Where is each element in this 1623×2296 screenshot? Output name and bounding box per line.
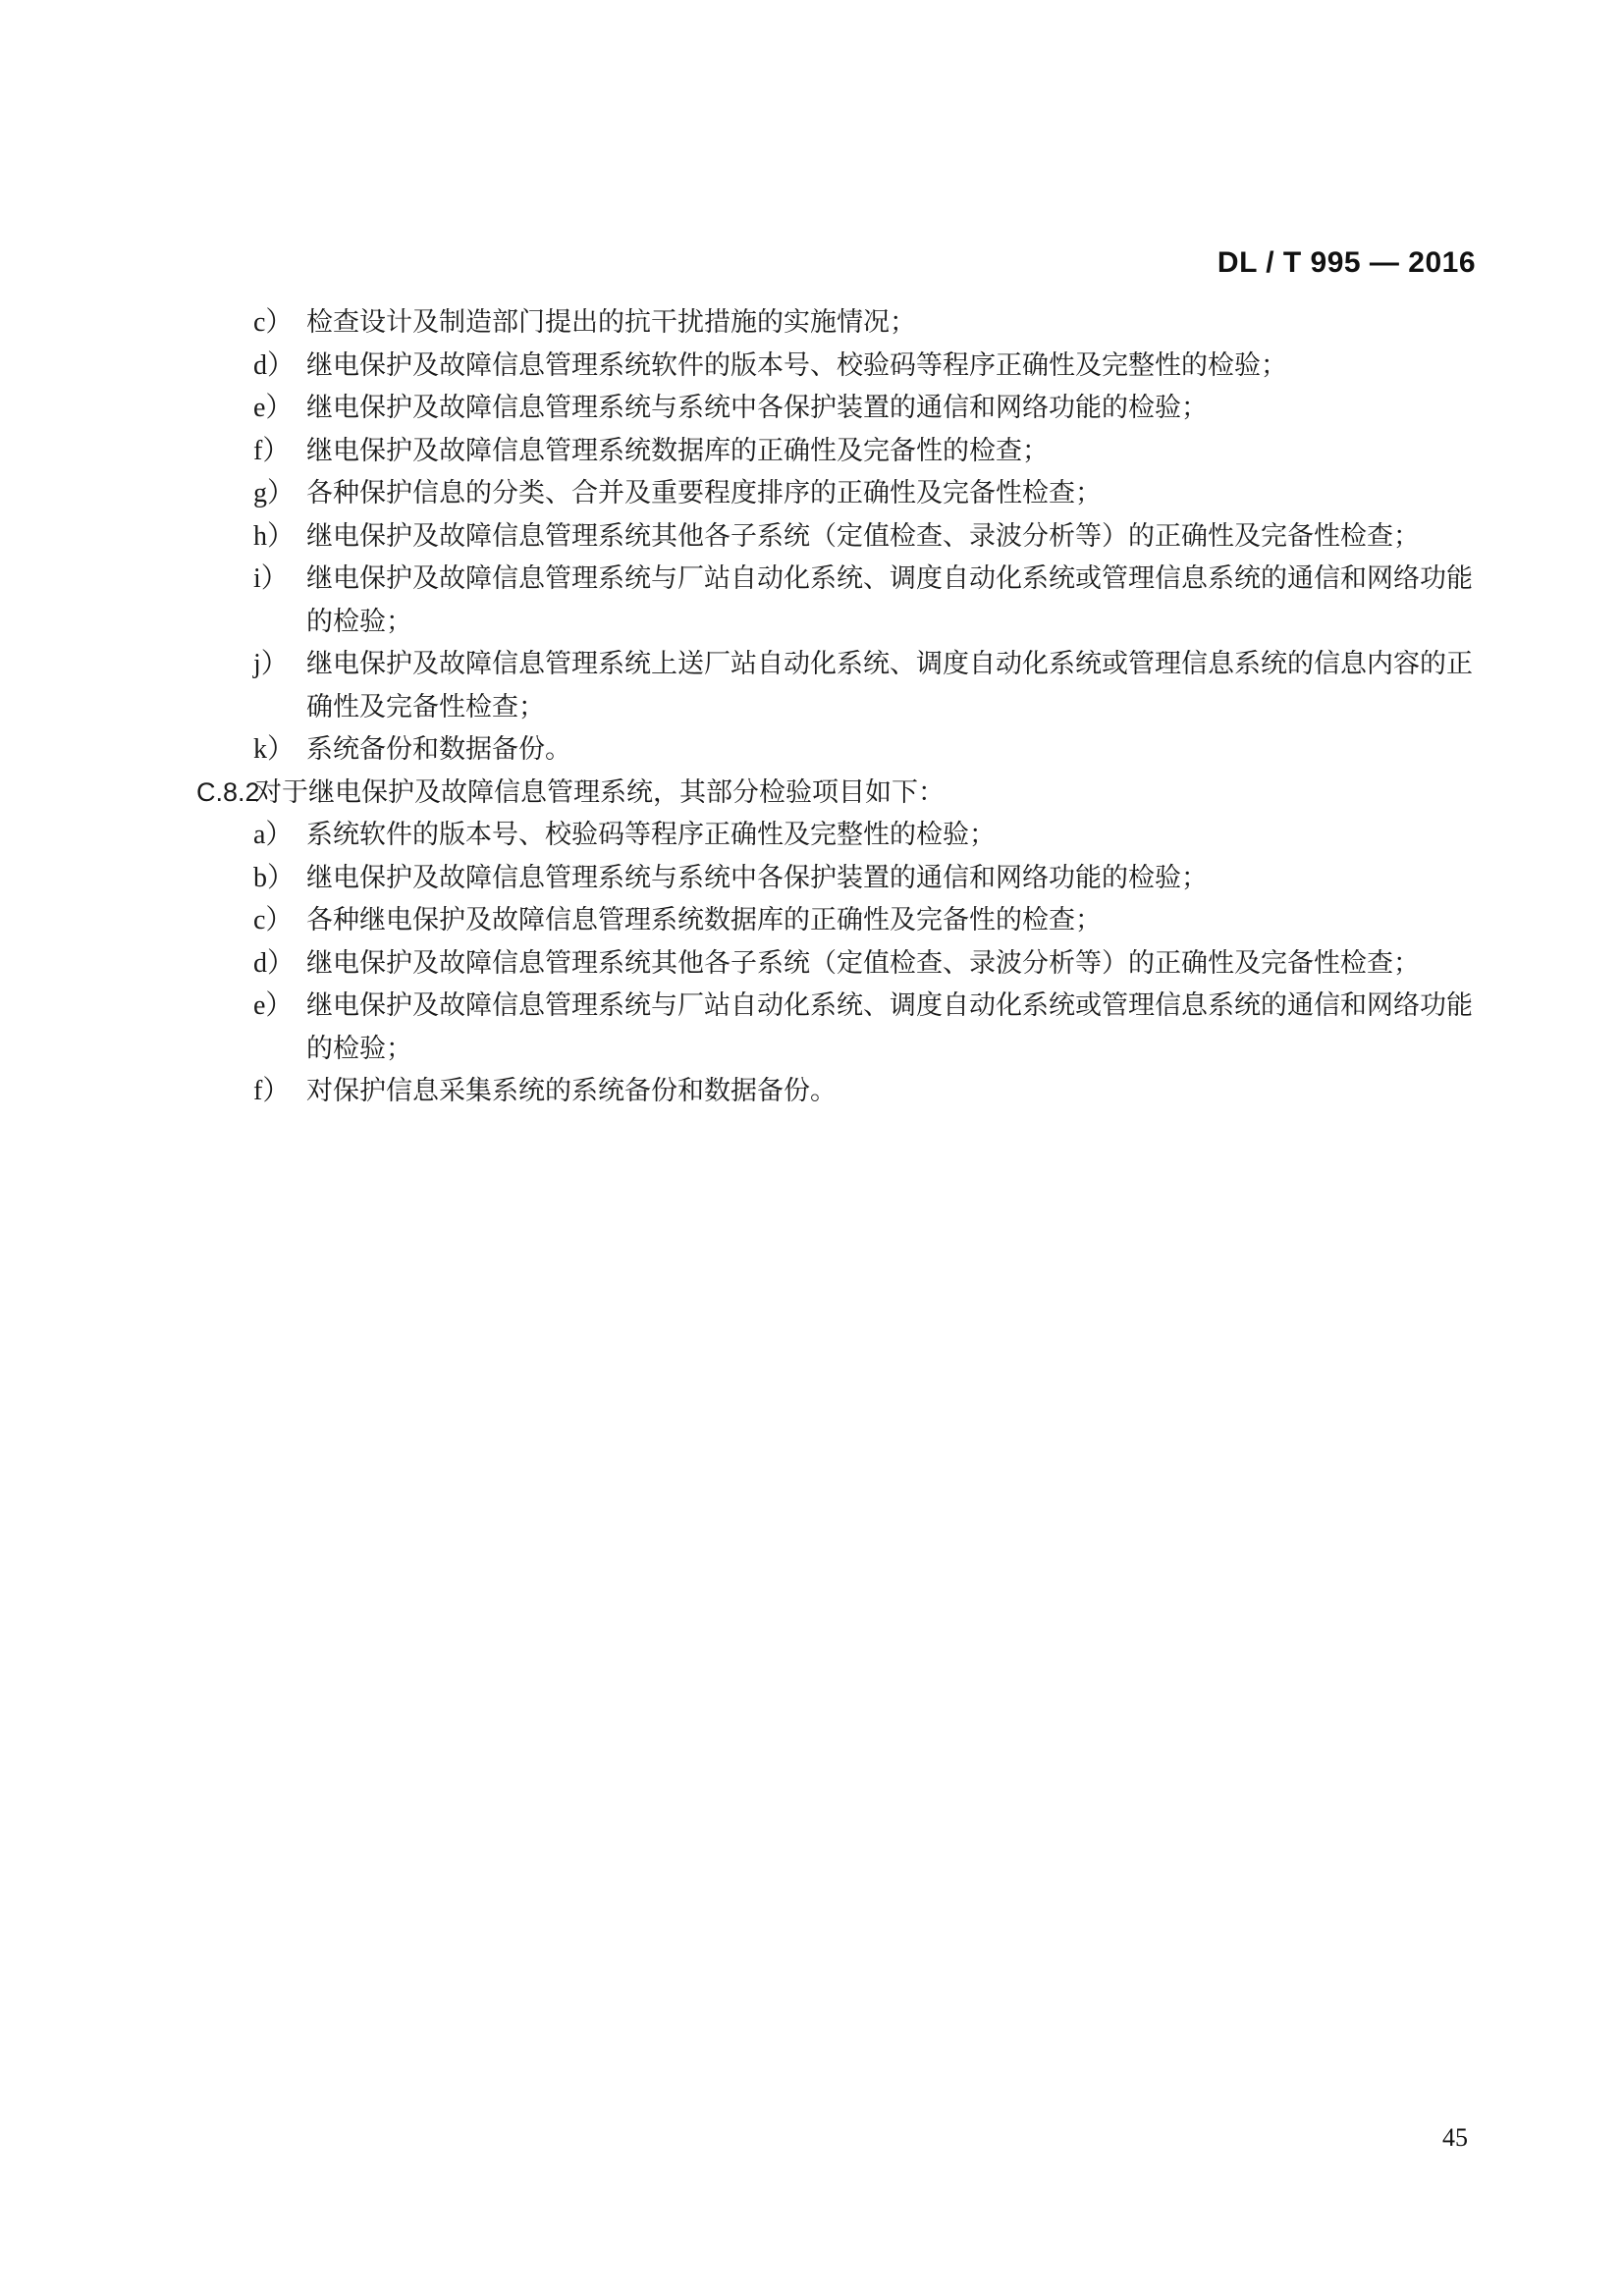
list-item [0, 643, 1483, 728]
item-label: c） [253, 905, 294, 935]
item-text: 各种继电保护及故障信息管理系统数据库的正确性及完备性的检查； [306, 905, 1102, 935]
item-label: f） [253, 1076, 291, 1106]
item-label: e） [253, 393, 294, 423]
item-text: 继电保护及故障信息管理系统与厂站自动化系统、调度自动化系统或管理信息系统的通信和网络功能的检验； [306, 563, 1473, 637]
list-item [0, 814, 1483, 857]
list-item [0, 515, 1483, 559]
partial-check-items-list [0, 814, 1623, 1113]
item-label: b） [253, 862, 296, 893]
item-text: 继电保护及故障信息管理系统其他各子系统（定值检查、录波分析等）的正确性及完备性检查； [306, 520, 1420, 552]
item-text: 继电保护及故障信息管理系统与系统中各保护装置的通信和网络功能的检验； [306, 862, 1208, 893]
list-item [0, 430, 1483, 473]
list-item [0, 985, 1483, 1070]
item-label: i） [253, 563, 289, 594]
item-label: g） [253, 478, 296, 508]
item-label: k） [253, 734, 296, 765]
item-text: 检查设计及制造部门提出的抗干扰措施的实施情况； [306, 307, 916, 338]
item-text: 继电保护及故障信息管理系统其他各子系统（定值检查、录波分析等）的正确性及完备性检查； [306, 947, 1420, 979]
list-item [0, 558, 1483, 643]
item-text: 各种保护信息的分类、合并及重要程度排序的正确性及完备性检查； [306, 478, 1102, 508]
item-text: 继电保护及故障信息管理系统与厂站自动化系统、调度自动化系统或管理信息系统的通信和网络功能的检验； [306, 990, 1473, 1064]
item-label: e） [253, 990, 294, 1021]
list-item [0, 387, 1483, 430]
list-item [0, 899, 1483, 942]
list-item [0, 301, 1483, 345]
item-text: 系统备份和数据备份。 [306, 734, 571, 765]
list-item [0, 942, 1483, 986]
item-text: 继电保护及故障信息管理系统软件的版本号、校验码等程序正确性及完整性的检验； [306, 349, 1287, 381]
item-text: 系统软件的版本号、校验码等程序正确性及完整性的检验； [306, 820, 996, 850]
list-item [0, 472, 1483, 515]
list-item [0, 1070, 1483, 1113]
item-label: c） [253, 307, 294, 338]
item-label: j） [253, 649, 289, 679]
item-label: f） [253, 435, 291, 466]
item-label: a） [253, 820, 294, 850]
list-item [0, 345, 1483, 388]
clause-text: 对于继电保护及故障信息管理系统，其部分检验项目如下： [255, 776, 945, 808]
list-item [0, 857, 1483, 900]
item-text: 继电保护及故障信息管理系统上送厂站自动化系统、调度自动化系统或管理信息系统的信息内容的正确性及完备性检查； [306, 649, 1473, 722]
item-text: 继电保护及故障信息管理系统数据库的正确性及完备性的检查； [306, 435, 1049, 466]
list-item [0, 728, 1483, 772]
clause-number: C.8.2 [196, 776, 260, 807]
check-items-list [0, 301, 1623, 772]
item-label: d） [253, 947, 296, 979]
document-body [0, 301, 1623, 1113]
item-label: d） [253, 349, 296, 381]
item-label: h） [253, 520, 296, 552]
item-text: 对保护信息采集系统的系统备份和数据备份。 [306, 1076, 837, 1106]
clause-heading [0, 772, 1483, 815]
page-number: 45 [1442, 2123, 1468, 2152]
standard-code: DL / T 995 — 2016 [1217, 246, 1476, 279]
item-text: 继电保护及故障信息管理系统与系统中各保护装置的通信和网络功能的检验； [306, 393, 1208, 423]
